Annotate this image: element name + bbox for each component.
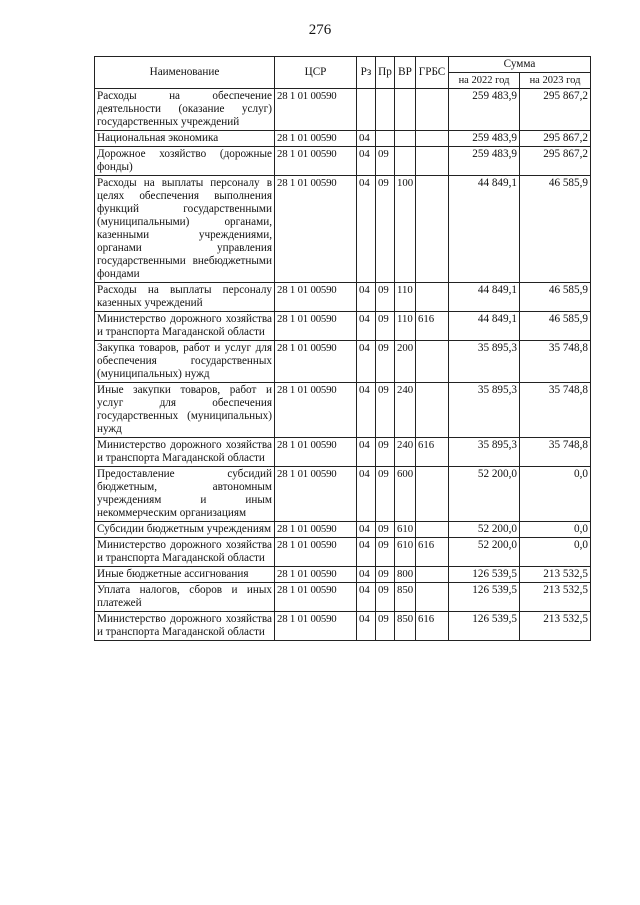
table-row — [95, 583, 591, 612]
cell-pr: 09 — [376, 467, 395, 522]
table-row — [95, 131, 591, 147]
cell-vr: 200 — [395, 341, 416, 383]
header-csr: ЦСР — [275, 57, 357, 89]
cell-csr: 28 1 01 00590 — [275, 283, 357, 312]
cell-grbs — [416, 147, 449, 176]
cell-name: Министерство дорожного хозяйства и транспорта Магаданской области — [95, 538, 275, 567]
cell-rz: 04 — [357, 467, 376, 522]
cell-csr: 28 1 01 00590 — [275, 567, 357, 583]
cell-grbs — [416, 131, 449, 147]
cell-csr: 28 1 01 00590 — [275, 522, 357, 538]
header-grbs: ГРБС — [416, 57, 449, 89]
cell-pr: 09 — [376, 176, 395, 283]
cell-pr: 09 — [376, 567, 395, 583]
header-year-2023: на 2023 год — [520, 73, 591, 89]
cell-pr — [376, 89, 395, 131]
cell-rz: 04 — [357, 176, 376, 283]
table-header-row — [95, 57, 591, 73]
cell-csr: 28 1 01 00590 — [275, 131, 357, 147]
cell-pr: 09 — [376, 583, 395, 612]
cell-sum-2022: 35 895,3 — [449, 383, 520, 438]
cell-pr: 09 — [376, 538, 395, 567]
cell-vr: 100 — [395, 176, 416, 283]
cell-sum-2022: 52 200,0 — [449, 467, 520, 522]
cell-rz: 04 — [357, 131, 376, 147]
cell-name: Иные бюджетные ассигнования — [95, 567, 275, 583]
table-row — [95, 312, 591, 341]
cell-pr: 09 — [376, 341, 395, 383]
cell-rz: 04 — [357, 567, 376, 583]
cell-grbs: 616 — [416, 612, 449, 641]
cell-csr: 28 1 01 00590 — [275, 176, 357, 283]
cell-rz: 04 — [357, 147, 376, 176]
cell-sum-2023: 46 585,9 — [520, 312, 591, 341]
cell-sum-2022: 44 849,1 — [449, 283, 520, 312]
cell-vr — [395, 89, 416, 131]
cell-sum-2023: 46 585,9 — [520, 176, 591, 283]
cell-vr — [395, 147, 416, 176]
cell-sum-2022: 35 895,3 — [449, 438, 520, 467]
cell-csr: 28 1 01 00590 — [275, 147, 357, 176]
cell-name: Расходы на выплаты персоналу в целях обеспечения выполнения функций государственными (муниципальными) органами, казенными учреждениями, органами управления государственными внебюджетными фондами — [95, 176, 275, 283]
page-number: 276 — [308, 22, 332, 38]
header-vr: ВР — [395, 57, 416, 89]
budget-table — [94, 56, 591, 641]
cell-sum-2022: 259 483,9 — [449, 131, 520, 147]
cell-vr: 110 — [395, 312, 416, 341]
cell-vr: 800 — [395, 567, 416, 583]
cell-rz — [357, 89, 376, 131]
cell-sum-2022: 44 849,1 — [449, 312, 520, 341]
cell-vr: 110 — [395, 283, 416, 312]
cell-sum-2023: 46 585,9 — [520, 283, 591, 312]
table-row — [95, 383, 591, 438]
cell-rz: 04 — [357, 341, 376, 383]
cell-name: Иные закупки товаров, работ и услуг для обеспечения государственных (муниципальных) нужд — [95, 383, 275, 438]
cell-name: Субсидии бюджетным учреждениям — [95, 522, 275, 538]
cell-pr: 09 — [376, 383, 395, 438]
cell-rz: 04 — [357, 283, 376, 312]
cell-grbs — [416, 383, 449, 438]
table-row — [95, 283, 591, 312]
cell-sum-2023: 0,0 — [520, 538, 591, 567]
cell-vr: 850 — [395, 612, 416, 641]
cell-pr: 09 — [376, 147, 395, 176]
cell-name: Дорожное хозяйство (дорожные фонды) — [95, 147, 275, 176]
cell-sum-2022: 126 539,5 — [449, 612, 520, 641]
cell-grbs: 616 — [416, 312, 449, 341]
cell-rz: 04 — [357, 583, 376, 612]
cell-pr: 09 — [376, 283, 395, 312]
cell-grbs — [416, 467, 449, 522]
header-pr: Пр — [376, 57, 395, 89]
table-row — [95, 612, 591, 641]
table-row — [95, 538, 591, 567]
cell-vr: 240 — [395, 383, 416, 438]
table-row — [95, 522, 591, 538]
header-sum: Сумма — [449, 57, 591, 73]
cell-rz: 04 — [357, 522, 376, 538]
cell-name: Министерство дорожного хозяйства и транспорта Магаданской области — [95, 612, 275, 641]
cell-rz: 04 — [357, 538, 376, 567]
cell-name: Расходы на выплаты персоналу казенных учреждений — [95, 283, 275, 312]
cell-grbs: 616 — [416, 538, 449, 567]
cell-csr: 28 1 01 00590 — [275, 89, 357, 131]
cell-vr: 240 — [395, 438, 416, 467]
table-row — [95, 438, 591, 467]
cell-sum-2023: 213 532,5 — [520, 612, 591, 641]
cell-sum-2022: 259 483,9 — [449, 89, 520, 131]
cell-vr: 610 — [395, 538, 416, 567]
header-name: Наименование — [95, 57, 275, 89]
cell-name: Расходы на обеспечение деятельности (оказание услуг) государственных учреждений — [95, 89, 275, 131]
cell-vr: 610 — [395, 522, 416, 538]
table-row — [95, 341, 591, 383]
cell-pr — [376, 131, 395, 147]
cell-rz: 04 — [357, 438, 376, 467]
cell-pr: 09 — [376, 522, 395, 538]
cell-csr: 28 1 01 00590 — [275, 312, 357, 341]
header-year-2022: на 2022 год — [449, 73, 520, 89]
cell-csr: 28 1 01 00590 — [275, 341, 357, 383]
cell-rz: 04 — [357, 612, 376, 641]
cell-sum-2023: 35 748,8 — [520, 341, 591, 383]
cell-pr: 09 — [376, 612, 395, 641]
cell-rz: 04 — [357, 383, 376, 438]
cell-name: Уплата налогов, сборов и иных платежей — [95, 583, 275, 612]
cell-sum-2023: 35 748,8 — [520, 383, 591, 438]
cell-grbs — [416, 283, 449, 312]
cell-csr: 28 1 01 00590 — [275, 583, 357, 612]
cell-sum-2023: 213 532,5 — [520, 567, 591, 583]
cell-vr: 850 — [395, 583, 416, 612]
cell-csr: 28 1 01 00590 — [275, 467, 357, 522]
cell-sum-2023: 295 867,2 — [520, 147, 591, 176]
cell-grbs — [416, 567, 449, 583]
cell-sum-2023: 295 867,2 — [520, 131, 591, 147]
cell-sum-2022: 52 200,0 — [449, 538, 520, 567]
table-row — [95, 176, 591, 283]
cell-sum-2023: 0,0 — [520, 467, 591, 522]
cell-csr: 28 1 01 00590 — [275, 438, 357, 467]
cell-csr: 28 1 01 00590 — [275, 612, 357, 641]
table-row — [95, 89, 591, 131]
cell-sum-2022: 52 200,0 — [449, 522, 520, 538]
cell-vr — [395, 131, 416, 147]
cell-sum-2022: 35 895,3 — [449, 341, 520, 383]
cell-grbs — [416, 176, 449, 283]
cell-rz: 04 — [357, 312, 376, 341]
table-row — [95, 147, 591, 176]
cell-sum-2023: 0,0 — [520, 522, 591, 538]
cell-pr: 09 — [376, 438, 395, 467]
cell-name: Министерство дорожного хозяйства и транспорта Магаданской области — [95, 312, 275, 341]
cell-sum-2022: 259 483,9 — [449, 147, 520, 176]
cell-vr: 600 — [395, 467, 416, 522]
cell-grbs — [416, 341, 449, 383]
cell-sum-2023: 295 867,2 — [520, 89, 591, 131]
header-rz: Рз — [357, 57, 376, 89]
cell-grbs — [416, 583, 449, 612]
table-row — [95, 467, 591, 522]
cell-grbs — [416, 522, 449, 538]
cell-sum-2022: 126 539,5 — [449, 567, 520, 583]
cell-sum-2023: 35 748,8 — [520, 438, 591, 467]
cell-name: Министерство дорожного хозяйства и транспорта Магаданской области — [95, 438, 275, 467]
cell-name: Закупка товаров, работ и услуг для обеспечения государственных (муниципальных) нужд — [95, 341, 275, 383]
table-body — [95, 89, 591, 641]
cell-csr: 28 1 01 00590 — [275, 383, 357, 438]
cell-csr: 28 1 01 00590 — [275, 538, 357, 567]
cell-pr: 09 — [376, 312, 395, 341]
cell-grbs: 616 — [416, 438, 449, 467]
cell-name: Предоставление субсидий бюджетным, автономным учреждениям и иным некоммерческим организациям — [95, 467, 275, 522]
cell-sum-2022: 126 539,5 — [449, 583, 520, 612]
cell-sum-2023: 213 532,5 — [520, 583, 591, 612]
table-row — [95, 567, 591, 583]
cell-sum-2022: 44 849,1 — [449, 176, 520, 283]
cell-name: Национальная экономика — [95, 131, 275, 147]
cell-grbs — [416, 89, 449, 131]
